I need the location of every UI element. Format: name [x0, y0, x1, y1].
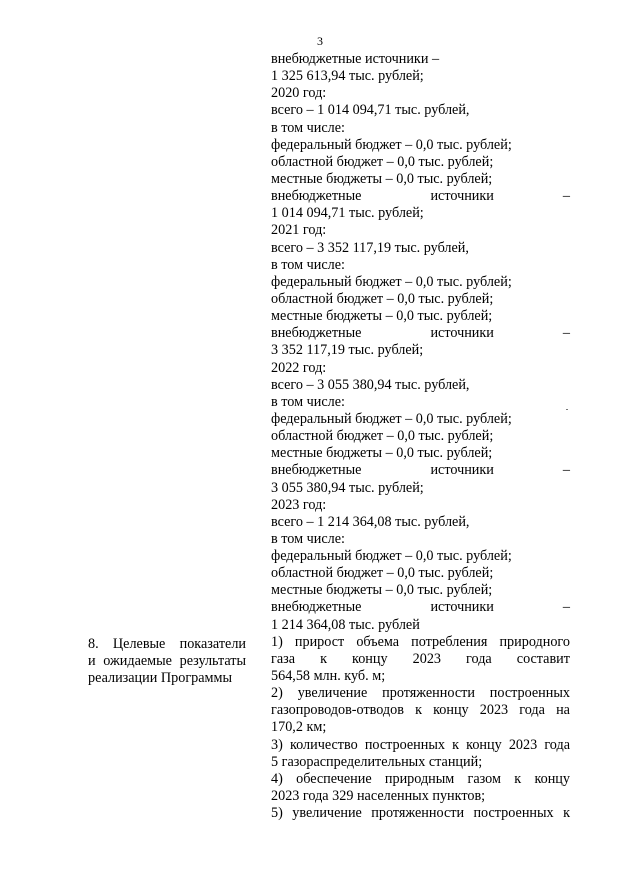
text-word: 2) — [271, 685, 283, 702]
text-word: внебюджетные — [271, 462, 362, 479]
text-word: составит — [516, 650, 570, 667]
text-word: увеличение — [292, 805, 362, 822]
text-word: – — [562, 325, 570, 342]
text-word: всего – 1 014 094,71 тыс. рублей, — [271, 102, 470, 119]
text-word: прирост — [294, 633, 345, 650]
text-word: 3 055 380,94 тыс. рублей; — [271, 479, 424, 496]
text-line — [271, 188, 570, 205]
text-word: 1) — [271, 633, 283, 650]
text-word: протяженности — [382, 685, 475, 702]
text-line — [271, 85, 570, 102]
section-title-line — [88, 636, 246, 653]
text-line — [271, 514, 570, 531]
text-line — [271, 599, 570, 616]
text-line — [271, 445, 570, 462]
text-word: 1 214 364,08 тыс. рублей — [271, 616, 420, 633]
section-title-word: реализации Программы — [88, 670, 233, 686]
text-word: всего – 3 352 117,19 тыс. рублей, — [271, 239, 469, 256]
text-line — [271, 737, 570, 754]
text-line — [271, 582, 570, 599]
text-word: источники — [430, 188, 494, 205]
text-word: 5) — [271, 805, 283, 822]
text-line — [271, 565, 570, 582]
text-word: 3 352 117,19 тыс. рублей; — [271, 342, 424, 359]
text-word: объема — [356, 633, 400, 650]
text-word: построенных — [489, 685, 570, 702]
text-line — [271, 51, 570, 68]
text-word: газом — [467, 770, 501, 787]
text-line — [271, 497, 570, 514]
text-word: года — [466, 650, 492, 667]
text-word: областной бюджет – 0,0 тыс. рублей; — [271, 153, 494, 170]
text-word: 2021 год: — [271, 222, 327, 239]
text-word: к — [320, 650, 327, 667]
text-word: местные бюджеты – 0,0 тыс. рублей; — [271, 582, 493, 599]
text-line — [271, 342, 570, 359]
text-word: к — [415, 702, 422, 719]
text-word: федеральный бюджет – 0,0 тыс. рублей; — [271, 273, 512, 290]
text-word: концу — [466, 736, 502, 753]
text-word: построенных — [473, 805, 554, 822]
text-word: обеспечение — [296, 770, 372, 787]
text-line — [271, 120, 570, 137]
text-line — [271, 771, 570, 788]
text-line — [271, 308, 570, 325]
text-line — [271, 531, 570, 548]
text-line — [271, 634, 570, 651]
text-line — [271, 788, 570, 805]
text-line — [271, 548, 570, 565]
text-word: количество — [289, 736, 358, 753]
text-word: местные бюджеты – 0,0 тыс. рублей; — [271, 445, 493, 462]
section-title-word: показатели — [179, 636, 246, 652]
text-line — [271, 702, 570, 719]
text-word: на — [556, 702, 570, 719]
text-line — [271, 377, 570, 394]
text-line — [271, 394, 570, 411]
text-word: источники — [430, 325, 494, 342]
text-word: местные бюджеты – 0,0 тыс. рублей; — [271, 308, 493, 325]
text-word: 564,58 млн. куб. м; — [271, 668, 386, 685]
text-line — [271, 68, 570, 85]
page-number: 3 — [317, 34, 323, 48]
text-line — [271, 685, 570, 702]
text-line — [271, 805, 570, 822]
text-word: 170,2 км; — [271, 719, 327, 736]
text-word: концу — [433, 702, 469, 719]
text-line — [271, 222, 570, 239]
text-word: 3) — [271, 736, 283, 753]
text-word: года — [519, 702, 545, 719]
text-word: к — [563, 805, 570, 822]
text-line — [271, 411, 570, 428]
section-title-word: ожидаемые — [103, 653, 172, 669]
text-word: – — [562, 462, 570, 479]
text-word: в том числе: — [271, 119, 345, 136]
text-word: увеличение — [297, 685, 368, 702]
section-title-line — [88, 670, 246, 687]
text-word: концу — [352, 650, 388, 667]
text-word: природного — [499, 633, 570, 650]
text-word: областной бюджет – 0,0 тыс. рублей; — [271, 428, 494, 445]
text-word: 1 325 613,94 тыс. рублей; — [271, 68, 424, 85]
text-line — [271, 257, 570, 274]
text-word: газопроводов-отводов — [271, 702, 404, 719]
text-word: внебюджетные — [271, 188, 362, 205]
text-word: всего – 3 055 380,94 тыс. рублей, — [271, 376, 470, 393]
section-title-line — [88, 653, 246, 670]
text-word: – — [562, 599, 570, 616]
text-line — [271, 102, 570, 119]
text-word: федеральный бюджет – 0,0 тыс. рублей; — [271, 548, 512, 565]
text-line — [271, 754, 570, 771]
text-line — [271, 668, 570, 685]
text-line — [271, 291, 570, 308]
text-word: в том числе: — [271, 393, 345, 410]
text-line — [271, 240, 570, 257]
text-line — [271, 274, 570, 291]
text-word: источники — [430, 462, 494, 479]
text-line — [271, 360, 570, 377]
text-line — [271, 617, 570, 634]
text-word: областной бюджет – 0,0 тыс. рублей; — [271, 290, 494, 307]
text-word: 4) — [271, 770, 283, 787]
section-title-word: Целевые — [112, 636, 166, 652]
section-title-word: результаты — [179, 653, 246, 669]
text-word: 2023 года 329 населенных пунктов; — [271, 788, 486, 805]
text-word: всего – 1 214 364,08 тыс. рублей, — [271, 513, 470, 530]
text-word: потребления — [411, 633, 488, 650]
text-word: федеральный бюджет – 0,0 тыс. рублей; — [271, 410, 512, 427]
text-line — [271, 171, 570, 188]
section-8-title — [88, 636, 246, 687]
text-line — [271, 154, 570, 171]
text-line — [271, 205, 570, 222]
section-title-word: 8. — [88, 636, 99, 652]
text-line — [271, 719, 570, 736]
text-line — [271, 137, 570, 154]
text-word: внебюджетные источники – — [271, 51, 440, 67]
text-word: года — [544, 736, 570, 753]
text-word: 2023 — [508, 736, 538, 753]
text-word: 2022 год: — [271, 359, 327, 376]
text-word: к — [514, 770, 522, 787]
text-word: 2023 — [412, 650, 441, 667]
text-line — [271, 480, 570, 497]
text-word: федеральный бюджет – 0,0 тыс. рублей; — [271, 136, 512, 153]
text-word: 2023 год: — [271, 496, 327, 513]
text-word: 1 014 094,71 тыс. рублей; — [271, 205, 424, 222]
text-word: протяженности — [371, 805, 465, 822]
text-word: внебюджетные — [271, 599, 362, 616]
text-word: – — [562, 188, 570, 205]
text-word: построенных — [364, 736, 445, 753]
text-word: в том числе: — [271, 256, 345, 273]
text-line — [271, 428, 570, 445]
text-word: источники — [430, 599, 494, 616]
text-line — [271, 462, 570, 479]
text-word: внебюджетные — [271, 325, 362, 342]
text-line — [271, 651, 570, 668]
text-word: к — [452, 736, 460, 753]
section-title-word: и — [88, 653, 96, 669]
text-word: местные бюджеты – 0,0 тыс. рублей; — [271, 170, 493, 187]
text-word: 2023 — [479, 702, 509, 719]
text-word: концу — [534, 770, 570, 787]
text-word: газа — [271, 650, 296, 667]
scan-speck — [566, 409, 568, 410]
text-word: в том числе: — [271, 530, 345, 547]
text-line — [271, 325, 570, 342]
text-word: областной бюджет – 0,0 тыс. рублей; — [271, 565, 494, 582]
text-word: 2020 год: — [271, 85, 327, 102]
text-word: 5 газораспределительных станций; — [271, 753, 483, 770]
text-word: природным — [384, 770, 455, 787]
